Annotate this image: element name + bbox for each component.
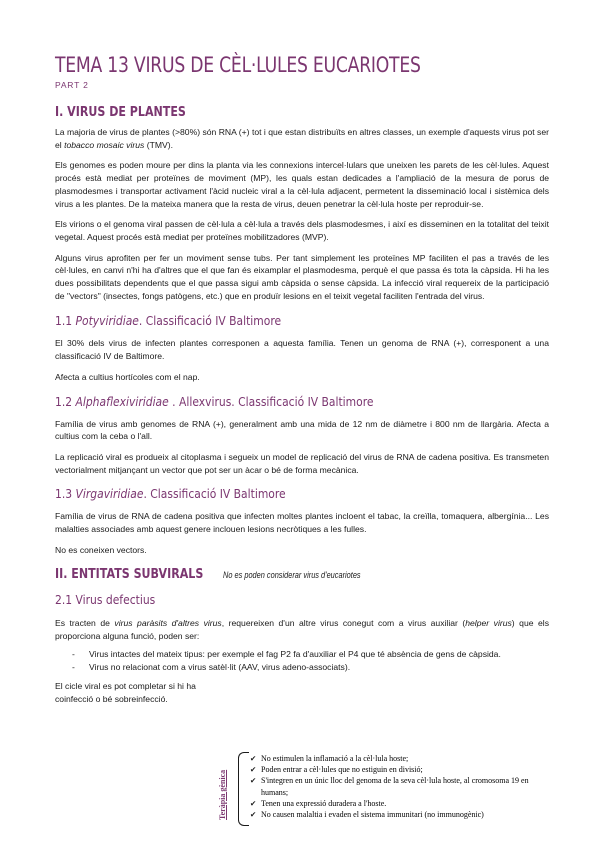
document-page — [55, 52, 549, 706]
paragraph: Família de virus amb genomes de RNA (+), generalment amb una mida de 12 nm de diàmetre i 800 nm de llargària. Afecta a cultius com la ceba o l'all. — [55, 418, 549, 442]
page-title: TEMA 13 VIRUS DE CÈL·LULES EUCARIOTES — [55, 53, 421, 77]
subsection-heading-defective-virus: 2.1 Virus defectius — [55, 592, 156, 608]
list-item: - Virus intactes del mateix tipus: per exemple el fag P2 fa d'auxiliar el P4 que té absència de gens de càpsida. — [55, 648, 549, 661]
paragraph: La replicació viral es produeix al citoplasma i segueix un model de replicació del virus de RNA de cadena positiva. Es transmeten vectorialment mitjançant un vector que pot ser un àcar o bé de forma mecànica. — [55, 451, 549, 475]
check-item: ✔ No causen malaltia i evaden el sistema immunitari (no immunogènic) — [250, 809, 550, 820]
paragraph: Alguns virus aprofiten per fer un moviment sense tubs. Per tant simplement les proteïnes MP faciliten el pas a través de les cèl·lules, en canvi n'hi ha d'altres que el que fan és eixamplar el plasmodesma, perquè el que passa és tota la càpsida. Hi ha les dues possibilitats dependents que el que passa sigui amb càpsida o sense càpsida. La infecció viral requereix de la participació de "vectors" (insectes, fongs patògens, etc.) que en produïr lesions en el teixit vegetal faciliten l'entrada del virus. — [55, 252, 549, 301]
gene-therapy-label: Teràpia gènica — [218, 769, 227, 820]
paragraph: Afecta a cultius hortícoles com el nap. — [55, 371, 200, 382]
paragraph: Es tracten de virus paràsits d'altres virus, requereixen d'un altre virus conegut com a virus auxiliar (helper virus) que els proporciona alguna funció, poden ser: — [55, 618, 549, 642]
section-heading-plant-virus: I. VIRUS DE PLANTES — [55, 104, 186, 120]
list-item: - Virus no relacionat com a virus satèl·lit (AAV, virus adeno-associats). — [55, 661, 549, 674]
subsection-heading-potyviridiae: 1.1 Potyviridiae. Classificació IV Baltimore — [55, 313, 282, 329]
check-item: ✔ S'integren en un únic lloc del genoma de la seva cèl·lula hoste, al cromosoma 19 en humans; — [250, 775, 550, 797]
section-note: No es poden considerar virus d'eucariotes — [223, 570, 361, 581]
bullet-list — [55, 648, 549, 673]
brace-bracket — [238, 752, 249, 826]
section-heading-subviral: II. ENTITATS SUBVIRALS No es poden considerar virus d'eucariotes — [55, 566, 361, 583]
paragraph: Els virions o el genoma viral passen de cèl·lula a cèl·lula a través dels plasmodesmes, i així es disseminen en la totalitat del teixit vegetal. Aquest procés està mediat per proteïnes mobilitzadores (MVP). — [55, 219, 549, 242]
subsection-heading-virgaviridiae: 1.3 Virgaviridiae. Classificació IV Baltimore — [55, 486, 286, 502]
check-item: ✔ No estimulen la inflamació a la cèl·lula hoste; — [250, 753, 550, 764]
paragraph: No es coneixen vectors. — [55, 544, 147, 555]
check-item: ✔ Poden entrar a cèl·lules que no estiguin en divisió; — [250, 764, 550, 775]
paragraph: El cicle viral es pot completar si hi ha coinfecció o bé sobreinfecció. — [55, 681, 196, 704]
gene-therapy-list — [250, 753, 550, 820]
paragraph: Família de virus de RNA de cadena positiva que infecten moltes plantes incloent el tabac, la creïlla, tomaquera, albergínia... Les malalties associades amb aquest genere inclouen lesions necròtiques a les fulles. — [55, 511, 549, 535]
check-item: ✔ Tenen una expressió duradera a l'hoste. — [250, 798, 550, 809]
paragraph: La majoria de virus de plantes (>80%) són RNA (+) tot i que estan distribuïts en altres classes, un exemple d'aquests virus pot ser el tobacco mosaic virus (TMV). — [55, 127, 549, 150]
subsection-heading-alphaflexiviridiae: 1.2 Alphaflexiviridiae . Allexvirus. Classificació IV Baltimore — [55, 393, 374, 409]
paragraph: El 30% dels virus de infecten plantes corresponen a aquesta família. Tenen un genoma de RNA (+), corresponent a una classificació IV de Baltimore. — [55, 338, 549, 362]
paragraph: Els genomes es poden moure per dins la planta via les connexions intercel·lulars que uneixen les parets de les cèl·lules. Aquest procés està mediat per proteïnes de moviment (MP), les quals estan dedicades a l'ampliació de la mesura de porus de plasmodesmes i transportar activament l'àcid nucleic viral a la cèl·lula adjacent, permetent la disseminació local i sistèmica dels virus a les plantes. De la mateixa manera que la resta de virus, deuen penetrar la cèl·lula hoste per reproduir-se. — [55, 160, 549, 209]
page-subtitle: PART 2 — [55, 80, 89, 90]
